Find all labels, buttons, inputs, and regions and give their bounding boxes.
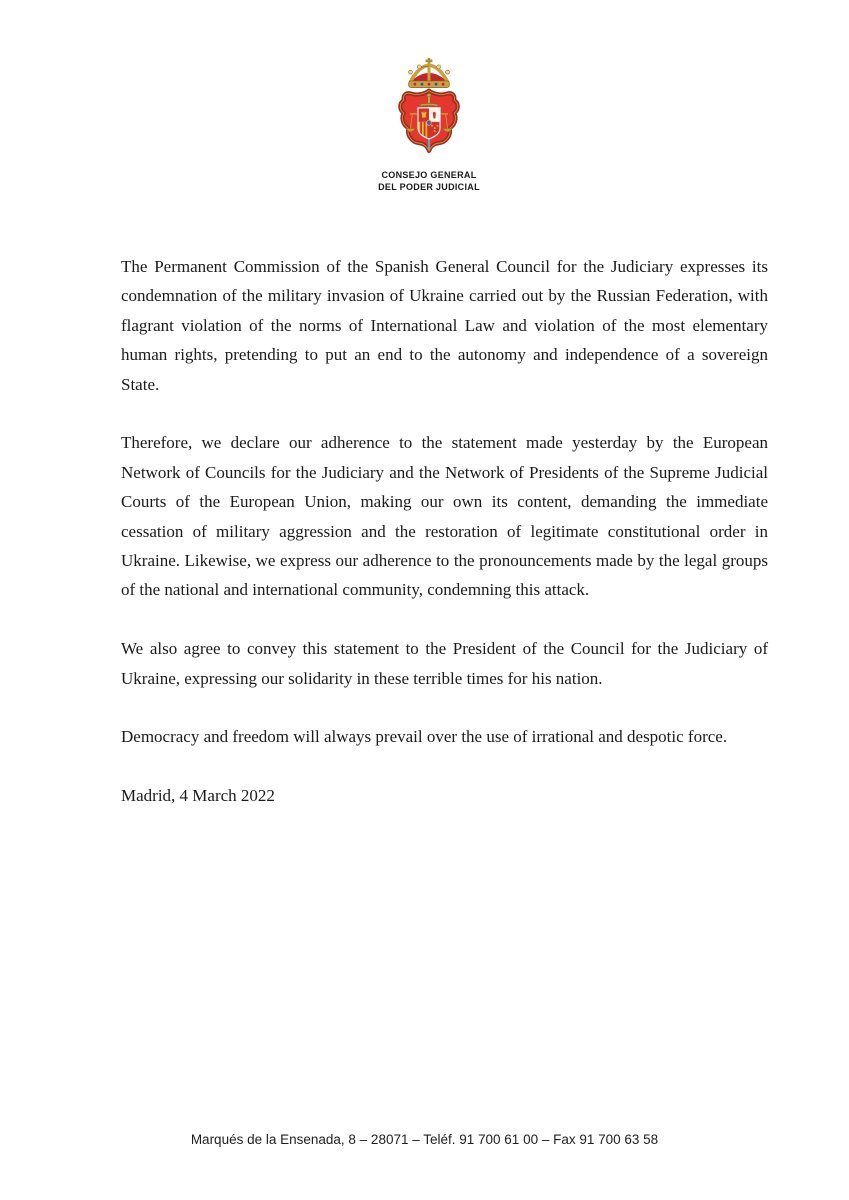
spain-arms-icon — [418, 107, 441, 139]
crown-icon — [409, 58, 450, 87]
org-name-line2: DEL PODER JUDICIAL — [378, 181, 480, 192]
dateline: Madrid, 4 March 2022 — [121, 786, 275, 806]
paragraph-condemnation: The Permanent Commission of the Spanish General Council for the Judiciary expresses its condemnation of the military invasion of Ukraine carried out by the Russian Federation, with flagrant violation of the norms of International Law and violation of the most elementary human rights, pretending to put an end to the autonomy and independence of a sovereign State. — [121, 257, 768, 394]
paragraph-convey-statement: We also agree to convey this statement to the President of the Council for the Judiciary of Ukraine, expressing our solidarity in these terrible times for his nation. — [121, 639, 768, 688]
letterhead — [329, 58, 529, 193]
cgpj-crest-icon — [389, 58, 469, 162]
org-name-line1: CONSEJO GENERAL — [381, 170, 477, 180]
letter-body — [121, 252, 768, 811]
paragraph-democracy: Democracy and freedom will always prevail over the use of irrational and despotic force. — [121, 727, 728, 747]
paragraph-adherence: Therefore, we declare our adherence to the statement made yesterday by the European Network of Councils for the Judiciary and the Network of Presidents of the Supreme Judicial Courts of the European Union, making our own its content, demanding the immediate cessation of military aggression and the restoration of legitimate constitutional order in Ukraine. Likewise, we express our adherence to the pronouncements made by the legal groups of the national and international community, condemning this attack. — [121, 433, 768, 600]
footer-address: Marqués de la Ensenada, 8 – 28071 – Teléf. 91 700 61 00 – Fax 91 700 63 58 — [190, 1132, 659, 1147]
